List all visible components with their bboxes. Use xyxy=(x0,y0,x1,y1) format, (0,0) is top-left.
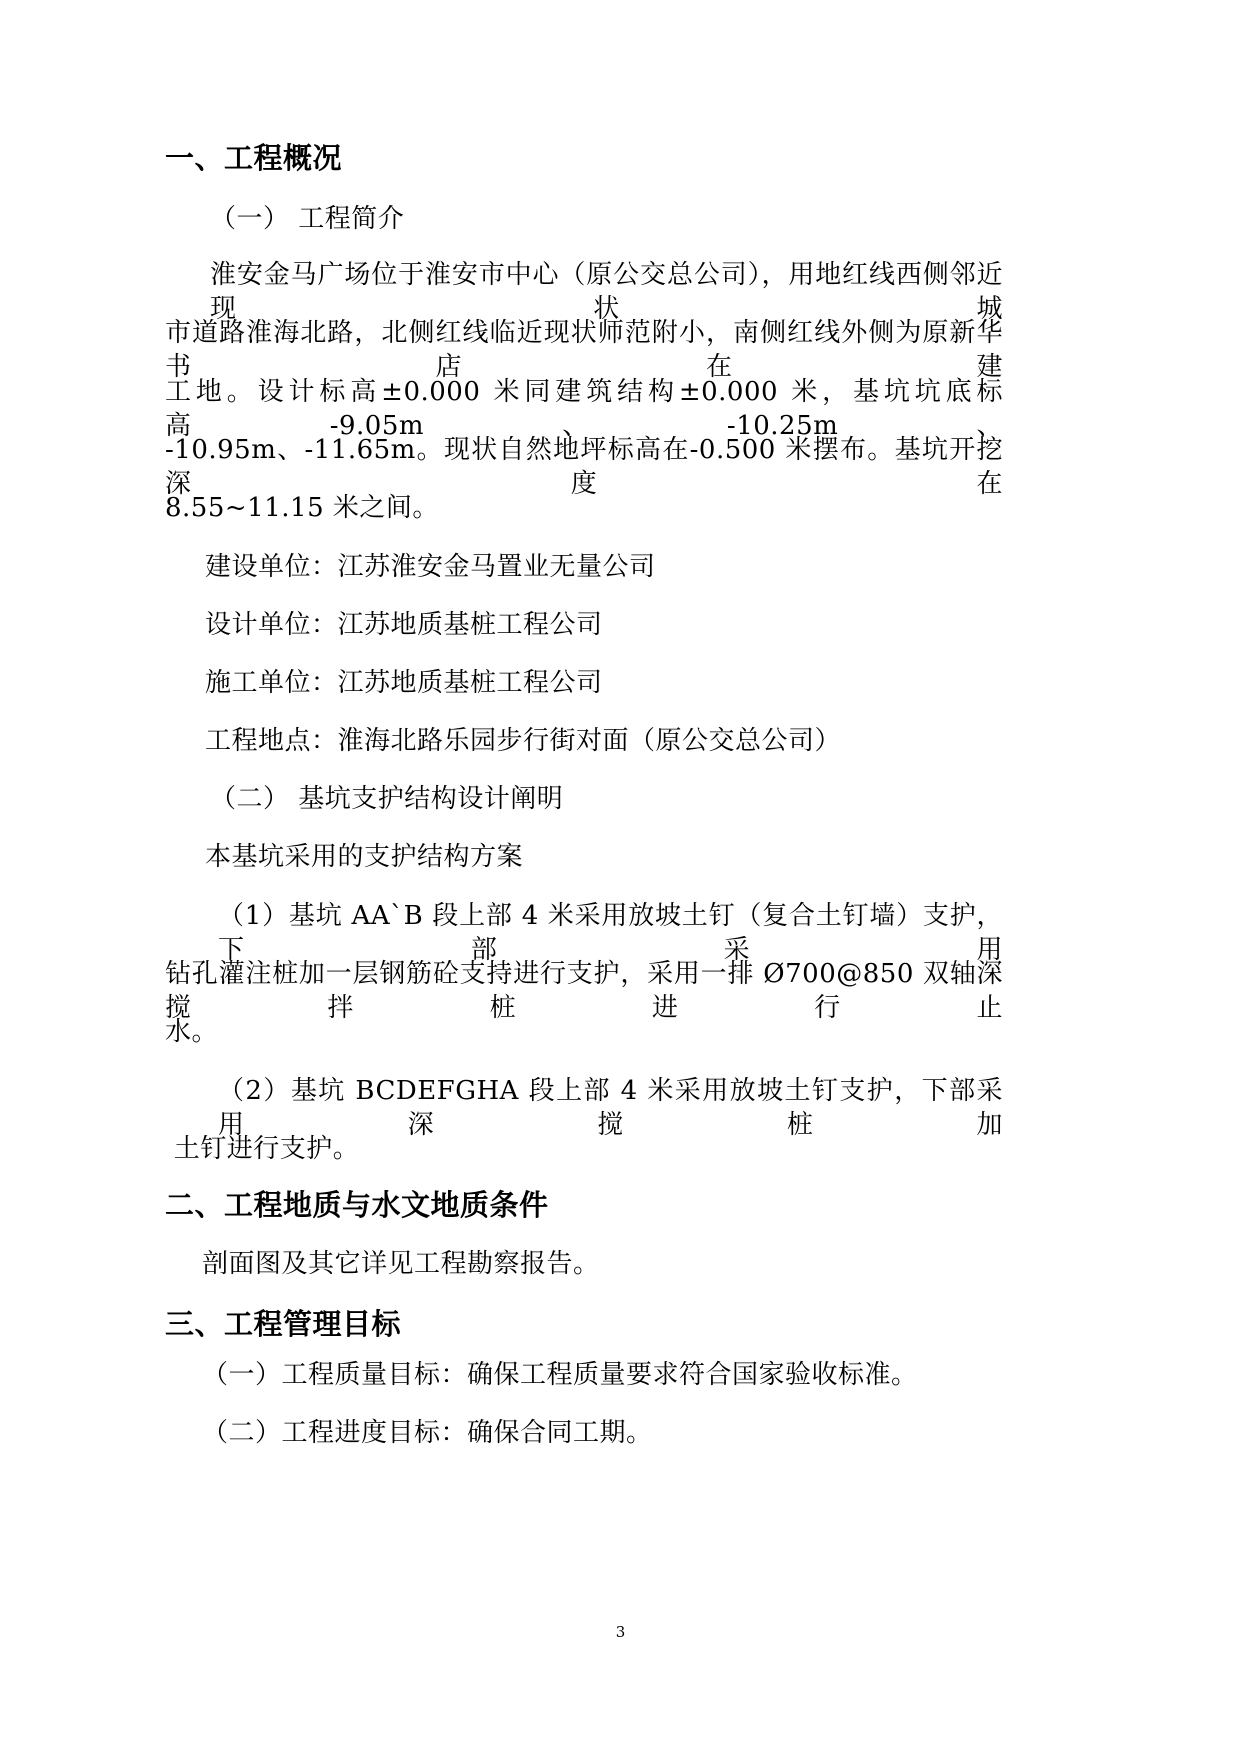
builder-info: 建设单位：江苏淮安金马置业无量公司 xyxy=(205,552,656,582)
schedule-target: （二）工程进度目标：确保合同工期。 xyxy=(202,1418,653,1448)
designer-info: 设计单位：江苏地质基桩工程公司 xyxy=(205,610,603,640)
scheme-intro: 本基坑采用的支护结构方案 xyxy=(205,842,524,872)
scheme-item-2-line: （2）基坑 BCDEFGHA 段上部 4 米采用放坡土钉支护，下部采用深搅桩加 xyxy=(218,1076,1003,1140)
section-2-text: 剖面图及其它详见工程勘察报告。 xyxy=(202,1249,600,1279)
scheme-item-1-line: 钻孔灌注桩加一层钢筋砼支持进行支护，采用一排 Ø700@850 双轴深搅拌桩进行止 xyxy=(165,959,1003,1023)
subsection-2-title: （二） 基坑支护结构设计阐明 xyxy=(210,784,564,814)
subsection-1-title: （一） 工程简介 xyxy=(210,204,405,234)
paragraph-line: 工地。设计标高±0.000 米同建筑结构±0.000 米，基坑坑底标高-9.05m、-10.25m、 xyxy=(165,377,1003,441)
quality-target: （一）工程质量目标：确保工程质量要求符合国家验收标准。 xyxy=(202,1360,918,1390)
section-1-heading: 一、工程概况 xyxy=(165,141,343,175)
paragraph-line: 市道路淮海北路，北侧红线临近现状师范附小，南侧红线外侧为原新华书店在建 xyxy=(165,318,1003,382)
location-info: 工程地点：淮海北路乐园步行街对面（原公交总公司） xyxy=(205,726,842,756)
page-number: 3 xyxy=(615,1623,626,1641)
paragraph-line: 淮安金马广场位于淮安市中心（原公交总公司），用地红线西侧邻近现状城 xyxy=(210,260,1003,324)
paragraph-line: -10.95m、-11.65m。现状自然地坪标高在-0.500 米摆布。基坑开挖深度在 xyxy=(165,435,1003,499)
paragraph-line: 8.55~11.15 米之间。 xyxy=(165,493,439,523)
scheme-item-2-line: 土钉进行支护。 xyxy=(165,1134,360,1164)
scheme-item-1-line: 水。 xyxy=(165,1017,219,1047)
section-3-heading: 三、工程管理目标 xyxy=(165,1307,402,1341)
contractor-info: 施工单位：江苏地质基桩工程公司 xyxy=(205,668,603,698)
section-2-heading: 二、工程地质与水文地质条件 xyxy=(165,1188,549,1222)
scheme-item-1-line: （1）基坑 AA`B 段上部 4 米采用放坡土钉（复合土钉墙）支护，下部采用 xyxy=(218,901,1003,965)
